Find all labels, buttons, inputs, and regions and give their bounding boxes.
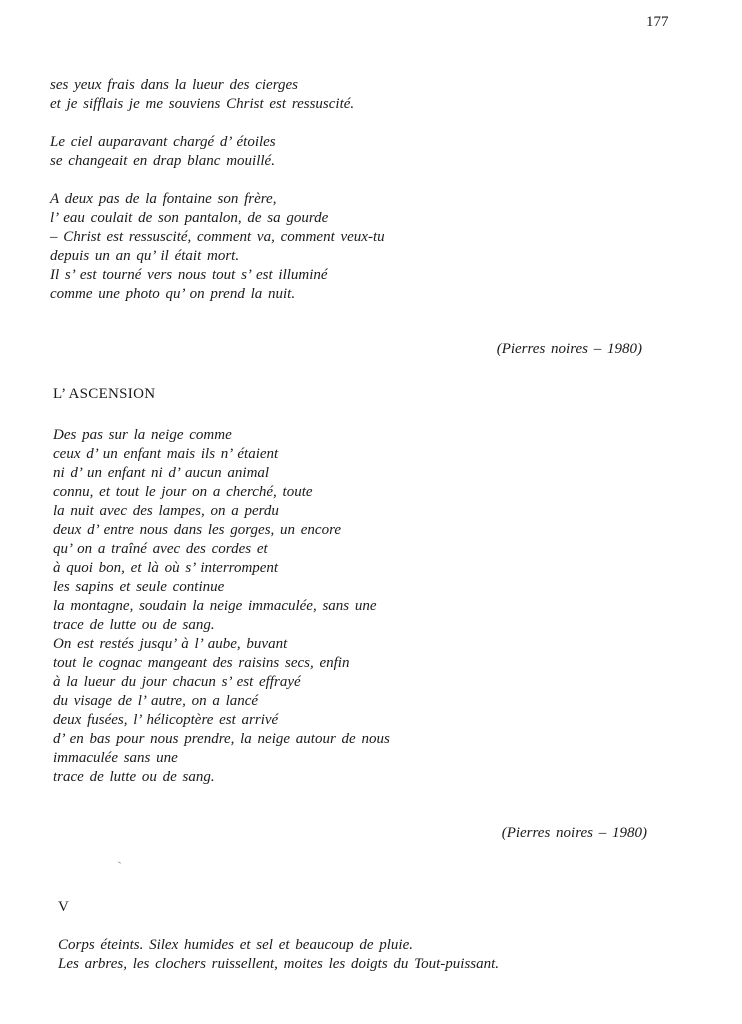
- poem-line: – Christ est ressuscité, comment va, comment veux-tu: [50, 229, 385, 245]
- poem-line: et je sifflais je me souviens Christ est ressuscité.: [50, 96, 355, 112]
- poem-line: A deux pas de la fontaine son frère,: [50, 191, 277, 207]
- poem-line: ses yeux frais dans la lueur des cierges: [50, 77, 298, 93]
- poem1-stanza-1: [50, 76, 354, 114]
- poem2-body: [53, 426, 390, 787]
- poem-line: trace de lutte ou de sang.: [53, 769, 215, 785]
- poem-line: se changeait en drap blanc mouillé.: [50, 153, 275, 169]
- poem-line: immaculée sans une: [53, 750, 178, 766]
- poem-line: connu, et tout le jour on a cherché, toute: [53, 484, 313, 500]
- poem3-title: V: [58, 899, 70, 915]
- poem1-stanza-3: [50, 190, 385, 304]
- poem-line: tout le cognac mangeant des raisins secs, enfin: [53, 655, 350, 671]
- poem-line: du visage de l’ autre, on a lancé: [53, 693, 259, 709]
- poem1-stanza-2: [50, 133, 276, 171]
- page-number: 177: [646, 14, 669, 30]
- poem-line: la montagne, soudain la neige immaculée, sans une: [53, 598, 377, 614]
- scan-speck: [118, 861, 121, 863]
- poem-line: ceux d’ un enfant mais ils n’ étaient: [53, 446, 279, 462]
- poem-line: les sapins et seule continue: [53, 579, 225, 595]
- poem2-citation: (Pierres noires – 1980): [501, 825, 647, 841]
- poem-line: Les arbres, les clochers ruissellent, moites les doigts du Tout-puissant.: [58, 956, 500, 972]
- poem-line: qu’ on a traîné avec des cordes et: [53, 541, 268, 557]
- poem-line: ni d’ un enfant ni d’ aucun animal: [53, 465, 270, 481]
- poem-line: Le ciel auparavant chargé d’ étoiles: [50, 134, 276, 150]
- poem3-body: [58, 936, 499, 974]
- poem-line: l’ eau coulait de son pantalon, de sa gourde: [50, 210, 329, 226]
- poem-line: depuis un an qu’ il était mort.: [50, 248, 240, 264]
- poem1-citation: (Pierres noires – 1980): [496, 341, 642, 357]
- poem-line: comme une photo qu’ on prend la nuit.: [50, 286, 296, 302]
- poem-line: Il s’ est tourné vers nous tout s’ est illuminé: [50, 267, 328, 283]
- poem-line: deux d’ entre nous dans les gorges, un encore: [53, 522, 342, 538]
- poem-line: à la lueur du jour chacun s’ est effrayé: [53, 674, 301, 690]
- poem-line: à quoi bon, et là où s’ interrompent: [53, 560, 279, 576]
- poem-line: d’ en bas pour nous prendre, la neige autour de nous: [53, 731, 390, 747]
- poem-line: la nuit avec des lampes, on a perdu: [53, 503, 279, 519]
- poem-line: On est restés jusqu’ à l’ aube, buvant: [53, 636, 288, 652]
- poem-line: Corps éteints. Silex humides et sel et beaucoup de pluie.: [58, 937, 414, 953]
- poem-line: trace de lutte ou de sang.: [53, 617, 215, 633]
- poem2-title: L’ ASCENSION: [53, 386, 156, 402]
- poem-line: deux fusées, l’ hélicoptère est arrivé: [53, 712, 279, 728]
- poem-line: Des pas sur la neige comme: [53, 427, 232, 443]
